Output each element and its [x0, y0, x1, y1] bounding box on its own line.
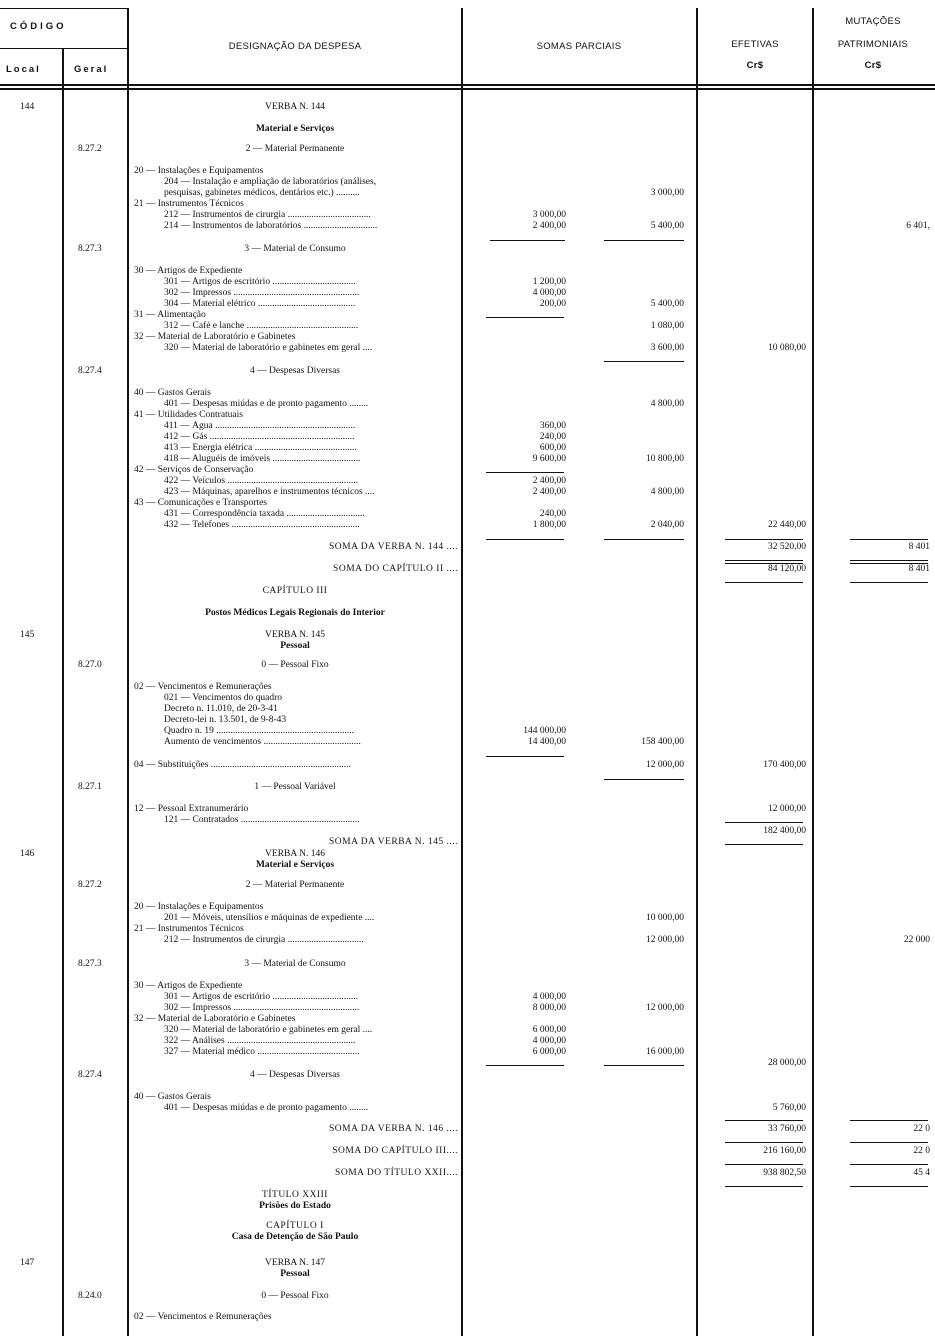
header-somas-parciais: SOMAS PARCIAIS [536, 41, 622, 52]
row-amount-c4: 216 160,00 [763, 1146, 806, 1156]
row-geral-code: 8.27.0 [78, 660, 102, 670]
row-amount-c3: 10 000,00 [646, 913, 684, 923]
row-description: 322 — Análises ...................................................... [164, 1036, 356, 1046]
row-description: 40 — Gastos Gerais [134, 1092, 211, 1102]
row-description: 301 — Artigos de escritório .................................... [164, 992, 358, 1002]
subtotal-rule [486, 472, 564, 473]
row-geral-code: 8.27.2 [78, 880, 102, 890]
row-description: 401 — Despesas miúdas e de pronto pagamento ........ [164, 1103, 369, 1113]
row-amount-c5: 22 0 [913, 1124, 930, 1134]
row-amount-c5: 22 0 [913, 1146, 930, 1156]
row-description: 412 — Gás ............................................................. [164, 432, 355, 442]
row-description: Quadro n. 19 .......................................................... [164, 726, 354, 736]
subtotal-rule [725, 1142, 803, 1143]
subtotal-rule [725, 1186, 803, 1187]
header-mutacoes-1: MUTAÇÕES [845, 16, 901, 27]
row-description: 32 — Material de Laboratório e Gabinetes [134, 1014, 296, 1024]
row-amount-c3: 10 800,00 [646, 454, 684, 464]
row-description: VERBA N. 147 [265, 1258, 325, 1268]
subtotal-rule [486, 317, 564, 318]
row-description: 212 — Instrumentos de cirurgia ................................ [164, 935, 364, 945]
row-description: VERBA N. 146 [265, 849, 325, 859]
row-amount-c3: 4 800,00 [650, 487, 684, 497]
row-description: 30 — Artigos de Expediente [134, 266, 243, 276]
row-amount-c4: 182 400,00 [763, 826, 806, 836]
row-amount-c3: 4 800,00 [650, 399, 684, 409]
row-amount-c5: 6 401, [906, 221, 930, 231]
row-description: VERBA N. 144 [265, 102, 325, 112]
row-description: Material e Serviços [255, 860, 335, 870]
row-description: SOMA DO CAPÍTULO II .... [333, 564, 458, 574]
row-description: SOMA DO CAPÍTULO III.... [332, 1146, 458, 1156]
row-description: VERBA N. 145 [265, 630, 325, 640]
row-description: 41 — Utilidades Contratuais [134, 410, 243, 420]
row-description: 201 — Móveis, utensílios e máquinas de expediente .... [164, 913, 375, 923]
row-amount-c2: 6 000,00 [532, 1047, 566, 1057]
row-amount-c2: 1 200,00 [532, 277, 566, 287]
row-amount-c3: 3 600,00 [650, 343, 684, 353]
row-amount-c3: 2 040,00 [650, 520, 684, 530]
subtotal-rule [604, 539, 684, 540]
row-description: 121 — Contratados .................................................. [164, 815, 360, 825]
subtotal-rule [850, 1186, 928, 1187]
row-geral-code: 8.27.1 [78, 782, 102, 792]
row-description: Pessoal [280, 1269, 310, 1279]
subtotal-rule [604, 779, 684, 780]
row-local-code: 144 [20, 102, 35, 112]
row-amount-c3: 12 000,00 [646, 935, 684, 945]
row-description: 320 — Material de laboratório e gabinetes em geral .... [164, 343, 373, 353]
row-description: Decreto-lei n. 13.501, de 9-8-43 [164, 715, 287, 725]
row-geral-code: 8.24.0 [78, 1291, 102, 1301]
row-description: 212 — Instrumentos de cirurgia ................................... [164, 210, 371, 220]
row-description: 422 — Veículos ....................................................... [164, 476, 359, 486]
row-description: Prisões do Estado [259, 1201, 331, 1211]
subtotal-rule [486, 756, 564, 757]
subtotal-rule [725, 844, 803, 845]
subtotal-rule [725, 1120, 803, 1121]
row-description: 214 — Instrumentos de laboratórios ............................... [164, 221, 378, 231]
row-amount-c3: 1 080,00 [650, 321, 684, 331]
row-geral-code: 8.27.3 [78, 244, 102, 254]
row-amount-c3: 12 000,00 [646, 760, 684, 770]
header-designacao: DESIGNAÇÃO DA DESPESA [228, 41, 362, 52]
row-amount-c2: 144 000,00 [523, 726, 566, 736]
row-amount-c4: 12 000,00 [768, 804, 806, 814]
subtotal-rule [850, 582, 928, 583]
row-amount-c2: 2 400,00 [532, 221, 566, 231]
header-top-rule [0, 8, 128, 9]
subtotal-rule [490, 240, 565, 241]
row-description: CAPÍTULO III [262, 586, 328, 596]
row-description: 0 — Pessoal Fixo [261, 660, 329, 670]
row-description: Casa de Detenção de São Paulo [231, 1232, 359, 1242]
row-amount-c2: 4 000,00 [532, 992, 566, 1002]
row-description: 413 — Energia elétrica ........................................... [164, 443, 357, 453]
row-description: CAPÍTULO I [266, 1221, 324, 1231]
row-amount-c2: 4 000,00 [532, 288, 566, 298]
row-description: 320 — Material de laboratório e gabinetes em geral .... [164, 1025, 373, 1035]
row-amount-c5: 8 401 [908, 564, 930, 574]
row-amount-c3: 3 000,00 [650, 188, 684, 198]
row-description: 431 — Correspondência taxada ................................. [164, 509, 365, 519]
row-description: 31 — Alimentação [134, 310, 206, 320]
row-description: 21 — Instrumentos Técnicos [134, 199, 244, 209]
row-description: 304 — Material elétrico ......................................... [164, 299, 356, 309]
row-amount-c2: 9 600,00 [532, 454, 566, 464]
row-description: 42 — Serviços de Conservação [134, 465, 254, 475]
row-description: 20 — Instalações e Equipamentos [134, 902, 264, 912]
header-local: Local [6, 64, 41, 75]
row-local-code: 147 [20, 1258, 35, 1268]
row-amount-c3: 12 000,00 [646, 1003, 684, 1013]
subtotal-rule [725, 539, 803, 540]
row-description: 401 — Despesas miúdas e de pronto pagamento ........ [164, 399, 369, 409]
row-description: 204 — Instalação e ampliação de laboratórios (análises, [164, 177, 377, 187]
row-geral-code: 8.27.3 [78, 959, 102, 969]
row-description: 327 — Material médico ........................................... [164, 1047, 360, 1057]
row-amount-c4: 5 760,00 [772, 1103, 806, 1113]
row-amount-c2: 3 000,00 [532, 210, 566, 220]
row-description: TÍTULO XXIII [262, 1190, 328, 1200]
row-amount-c3: 5 400,00 [650, 221, 684, 231]
column-rule [696, 8, 698, 1336]
row-amount-c3: 5 400,00 [650, 299, 684, 309]
row-description: 20 — Instalações e Equipamentos [134, 166, 264, 176]
subtotal-rule [725, 582, 803, 583]
row-description: 312 — Café e lanche ............................................... [164, 321, 359, 331]
row-description: 02 — Vencimentos e Remunerações [134, 682, 272, 692]
row-geral-code: 8.27.4 [78, 1070, 102, 1080]
row-local-code: 146 [20, 849, 35, 859]
row-description: 301 — Artigos de escritório ................................... [164, 277, 356, 287]
row-amount-c2: 200,00 [539, 299, 566, 309]
row-description: 30 — Artigos de Expediente [134, 981, 243, 991]
header-geral: Geral [74, 64, 109, 75]
row-amount-c4: 33 760,00 [768, 1124, 806, 1134]
subtotal-rule [850, 539, 928, 540]
row-description: Material e Serviços [255, 124, 335, 134]
row-description: 2 — Material Permanente [245, 144, 345, 154]
row-amount-c2: 240,00 [539, 509, 566, 519]
row-amount-c3: 16 000,00 [646, 1047, 684, 1057]
row-description: Postos Médicos Legais Regionais do Interior [205, 608, 385, 618]
row-amount-c4: 10 080,00 [768, 343, 806, 353]
row-description: 2 — Material Permanente [245, 880, 345, 890]
row-description: SOMA DA VERBA N. 144 .... [329, 542, 458, 552]
row-description: 302 — Impressos ..................................................... [164, 1003, 360, 1013]
header-mutacoes-2: PATRIMONIAIS [837, 39, 909, 50]
row-description: 021 — Vencimentos do quadro [164, 693, 283, 703]
row-amount-c2: 1 800,00 [532, 520, 566, 530]
row-description: 32 — Material de Laboratório e Gabinetes [134, 332, 296, 342]
row-amount-c2: 6 000,00 [532, 1025, 566, 1035]
row-description: 21 — Instrumentos Técnicos [134, 924, 244, 934]
row-description: SOMA DA VERBA N. 145 .... [329, 837, 458, 847]
row-description: 4 — Despesas Diversas [250, 366, 340, 376]
row-amount-c5: 45 4 [913, 1168, 930, 1178]
row-description: 43 — Comunicações e Transportes [134, 498, 267, 508]
subtotal-rule [725, 1164, 803, 1165]
row-description: Pessoal [280, 641, 310, 651]
row-amount-c2: 600,00 [539, 443, 566, 453]
row-amount-c4: 938 802,50 [763, 1168, 806, 1178]
subtotal-rule [486, 1065, 564, 1066]
row-description: 04 — Substituições ........................................................... [134, 760, 351, 770]
row-amount-c4: 28 000,00 [768, 1058, 806, 1068]
column-rule [812, 8, 814, 1336]
subtotal-rule [725, 560, 803, 561]
subtotal-rule [850, 1142, 928, 1143]
row-description: SOMA DA VERBA N. 146 .... [329, 1124, 458, 1134]
subtotal-rule [725, 822, 803, 823]
row-amount-c2: 2 400,00 [532, 476, 566, 486]
row-amount-c2: 8 000,00 [532, 1003, 566, 1013]
column-rule [461, 8, 463, 1336]
row-description: 12 — Pessoal Extranumerário [134, 804, 249, 814]
header-bottom-rule-1 [0, 84, 935, 86]
header-bottom-rule-2 [0, 88, 935, 90]
row-description: 418 — Aluguéis de imóveis ..................................... [164, 454, 361, 464]
header-codigo-rule [0, 48, 128, 49]
row-description: 4 — Despesas Diversas [250, 1070, 340, 1080]
row-description: 411 — Água ........................................................... [164, 421, 356, 431]
row-amount-c4: 170 400,00 [763, 760, 806, 770]
subtotal-rule [604, 240, 684, 241]
row-description: 3 — Material de Consumo [244, 244, 346, 254]
column-rule [62, 48, 64, 1336]
subtotal-rule [604, 361, 684, 362]
row-amount-c4: 84 120,00 [768, 564, 806, 574]
row-description: 40 — Gastos Gerais [134, 388, 211, 398]
row-description: pesquisas, gabinetes médicos, dentários etc.) .......... [164, 188, 360, 198]
row-description: SOMA DO TÍTULO XXII.... [335, 1168, 458, 1178]
row-amount-c2: 14 400,00 [528, 737, 566, 747]
row-amount-c2: 360,00 [539, 421, 566, 431]
row-description: Aumento de vencimentos ......................................... [164, 737, 361, 747]
row-description: 432 — Telefones ...................................................... [164, 520, 360, 530]
row-geral-code: 8.27.4 [78, 366, 102, 376]
row-description: 0 — Pessoal Fixo [261, 1291, 329, 1301]
row-description: 3 — Material de Consumo [244, 959, 346, 969]
row-amount-c5: 22 000 [903, 935, 930, 945]
subtotal-rule [604, 1065, 684, 1066]
row-amount-c2: 2 400,00 [532, 487, 566, 497]
row-amount-c2: 240,00 [539, 432, 566, 442]
row-description: Decreto n. 11.010, de 20-3-41 [164, 704, 278, 714]
row-description: 02 — Vencimentos e Remunerações [134, 1312, 272, 1322]
header-efetivas-unit: Cr$ [746, 60, 764, 71]
row-amount-c2: 4 000,00 [532, 1036, 566, 1046]
header-mutacoes-unit: Cr$ [864, 60, 882, 71]
row-description: 302 — Impressos ..................................................... [164, 288, 360, 298]
row-amount-c5: 8 401 [908, 542, 930, 552]
column-rule [127, 8, 129, 1336]
row-amount-c4: 32 520,00 [768, 542, 806, 552]
subtotal-rule [850, 1120, 928, 1121]
row-description: 1 — Pessoal Variável [254, 782, 336, 792]
row-geral-code: 8.27.2 [78, 144, 102, 154]
subtotal-rule [850, 1164, 928, 1165]
row-local-code: 145 [20, 630, 35, 640]
row-description: 423 — Máquinas, aparelhos e instrumentos técnicos .... [164, 487, 375, 497]
row-amount-c4: 22 440,00 [768, 520, 806, 530]
subtotal-rule [486, 539, 564, 540]
subtotal-rule [850, 560, 928, 561]
header-efetivas: EFETIVAS [731, 39, 779, 50]
row-amount-c3: 158 400,00 [641, 737, 684, 747]
header-codigo: CÓDIGO [10, 21, 67, 32]
